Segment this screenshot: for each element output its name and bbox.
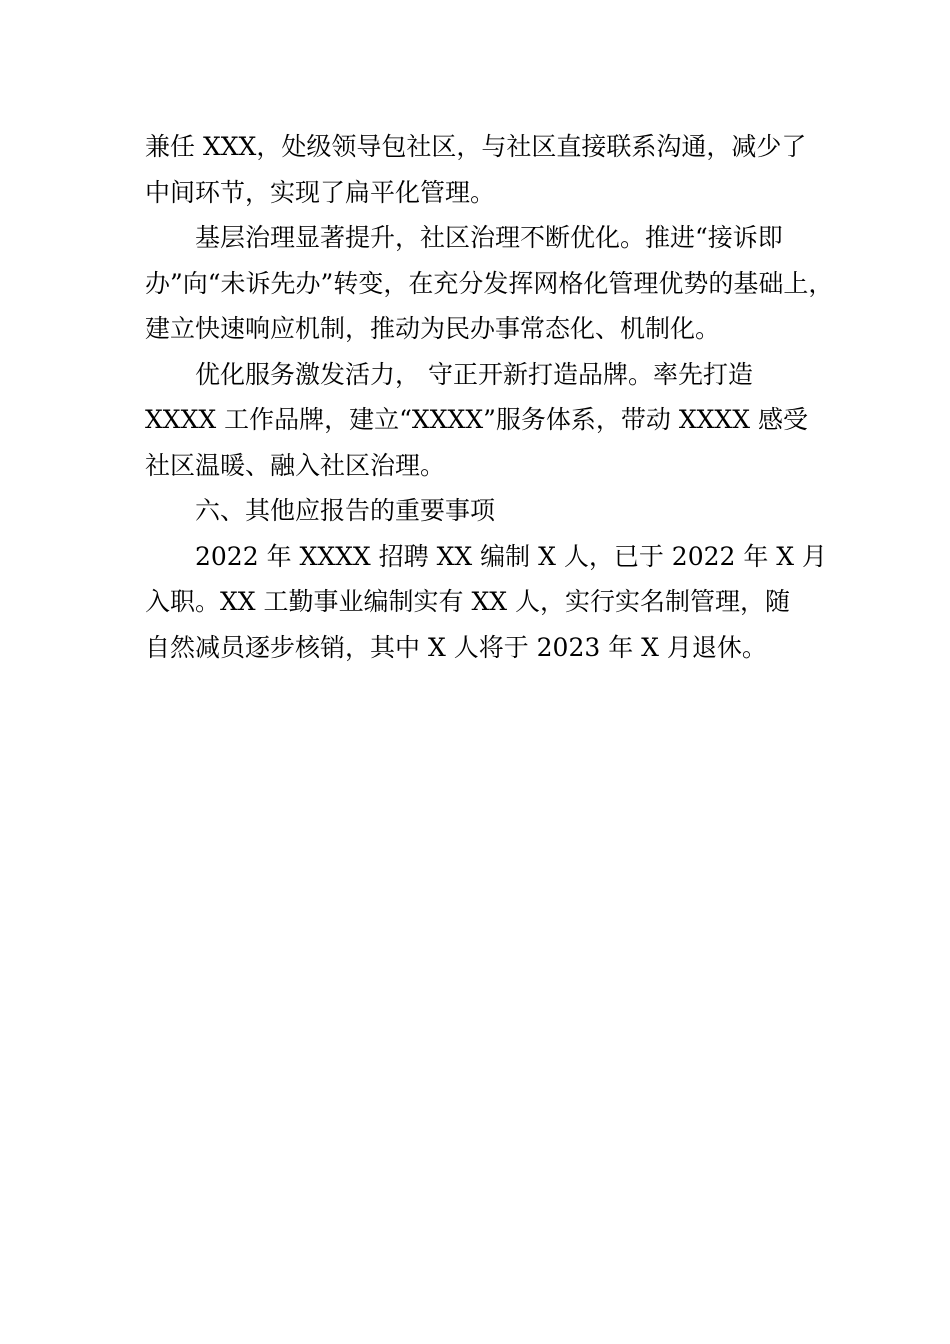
heading-line: 六、其他应报告的重要事项 — [195, 496, 496, 525]
document-body — [145, 124, 845, 670]
section-heading — [145, 488, 845, 534]
text-line: 优化服务激发活力， 守正开新打造品牌。率先打造 — [195, 359, 753, 389]
paragraph-staffing — [145, 534, 845, 671]
text-line: 入职。XX 工勤事业编制实有 XX 人，实行实名制管理，随 — [145, 587, 791, 616]
text-line: 兼任 XXX，处级领导包社区，与社区直接联系沟通，减少了 — [145, 132, 807, 161]
text-line: 建立快速响应机制，推动为民办事常态化、机制化。 — [145, 314, 721, 343]
text-line: 2022 年 XXXX 招聘 XX 编制 X 人，已于 2022 年 X 月 — [195, 541, 828, 571]
text-line: 社区温暖、融入社区治理。 — [145, 450, 446, 480]
paragraph-governance — [145, 215, 845, 352]
text-line: 办”向“未诉先办”转变，在充分发挥网格化管理优势的基础上， — [145, 268, 834, 298]
paragraph-continuation — [145, 124, 845, 215]
paragraph-service — [145, 352, 845, 489]
text-line: XXXX 工作品牌，建立“XXXX”服务体系，带动 XXXX 感受 — [145, 405, 808, 434]
text-line: 自然减员逐步核销，其中 X 人将于 2023 年 X 月退休。 — [145, 632, 767, 662]
text-line: 中间环节，实现了扁平化管理。 — [145, 177, 496, 207]
text-line: 基层治理显著提升，社区治理不断优化。推进“接诉即 — [195, 223, 783, 252]
